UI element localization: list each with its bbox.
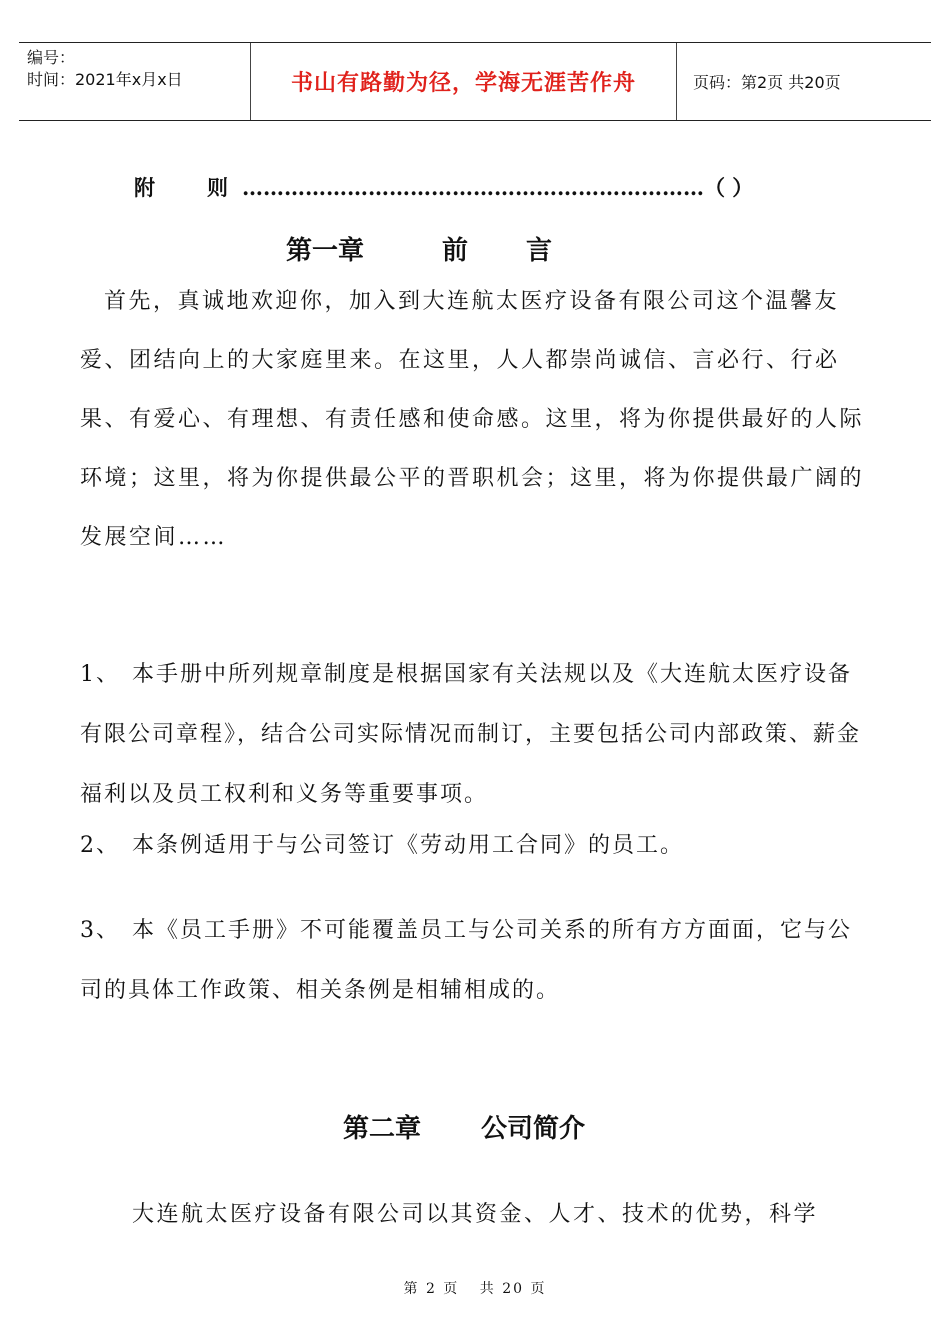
chapter1-title-part2: 言 (526, 236, 553, 266)
document-header (19, 42, 931, 121)
chapter1-heading (286, 230, 552, 267)
toc-entry-appendix (134, 172, 753, 202)
header-page-info: 页码：第2页 共20页 (693, 73, 841, 92)
chapter2-number: 第二章 (343, 1114, 422, 1144)
list-item-text: 本手册中所列规章制度是根据国家有关法规以及《大连航太医疗设备有限公司章程》，结合公司实际情况而制订，主要包括公司内部政策、薪金福利以及员工权利和义务等重要事项。 (80, 662, 862, 807)
chapter2-heading (343, 1108, 585, 1145)
footer-page-total: 共 20 页 (479, 1281, 547, 1297)
chapter2-title: 公司简介 (481, 1114, 586, 1144)
list-item-number: 3、 (80, 918, 120, 943)
page-footer (0, 1278, 950, 1298)
list-item-number: 2、 (80, 833, 120, 858)
toc-label-part2: 则 (207, 175, 228, 200)
header-motto: 书山有路勤为径，学海无涯苦作舟 (290, 71, 636, 96)
chapter1-number: 第一章 (286, 236, 365, 266)
list-item-number: 1、 (80, 662, 120, 687)
list-item-text: 本条例适用于与公司签订《劳动用工合同》的员工。 (132, 833, 685, 858)
header-meta-cell (19, 43, 251, 120)
header-motto-cell (251, 43, 677, 120)
footer-page-number: 第 2 页 (403, 1281, 460, 1297)
header-page-cell (677, 43, 931, 120)
list-item (80, 816, 870, 876)
list-item (80, 901, 870, 1021)
document-time-label: 时间：2021年x月x日 (27, 70, 183, 89)
list-item-text: 本《员工手册》不可能覆盖员工与公司关系的所有方方面面，它与公司的具体工作政策、相关条例是相辅相成的。 (80, 918, 853, 1003)
toc-label-part1: 附 (134, 175, 155, 200)
toc-leader-dots: …………………………………………………………（ ） (242, 175, 754, 200)
document-number-label: 编号： (27, 48, 76, 67)
chapter1-title-part1: 前 (442, 236, 469, 266)
chapter1-intro-paragraph: 首先，真诚地欢迎你，加入到大连航太医疗设备有限公司这个温馨友爱、团结向上的大家庭里来。在这里，人人都崇尚诚信、言必行、行必果、有爱心、有理想、有责任感和使命感。这里，将为你提供最好的人际环境；这里，将为你提供最公平的晋职机会；这里，将为你提供最广阔的发展空间…… (80, 289, 865, 550)
chapter2-intro-paragraph: 大连航太医疗设备有限公司以其资金、人才、技术的优势，科学 (132, 1202, 819, 1227)
list-item (80, 645, 870, 825)
